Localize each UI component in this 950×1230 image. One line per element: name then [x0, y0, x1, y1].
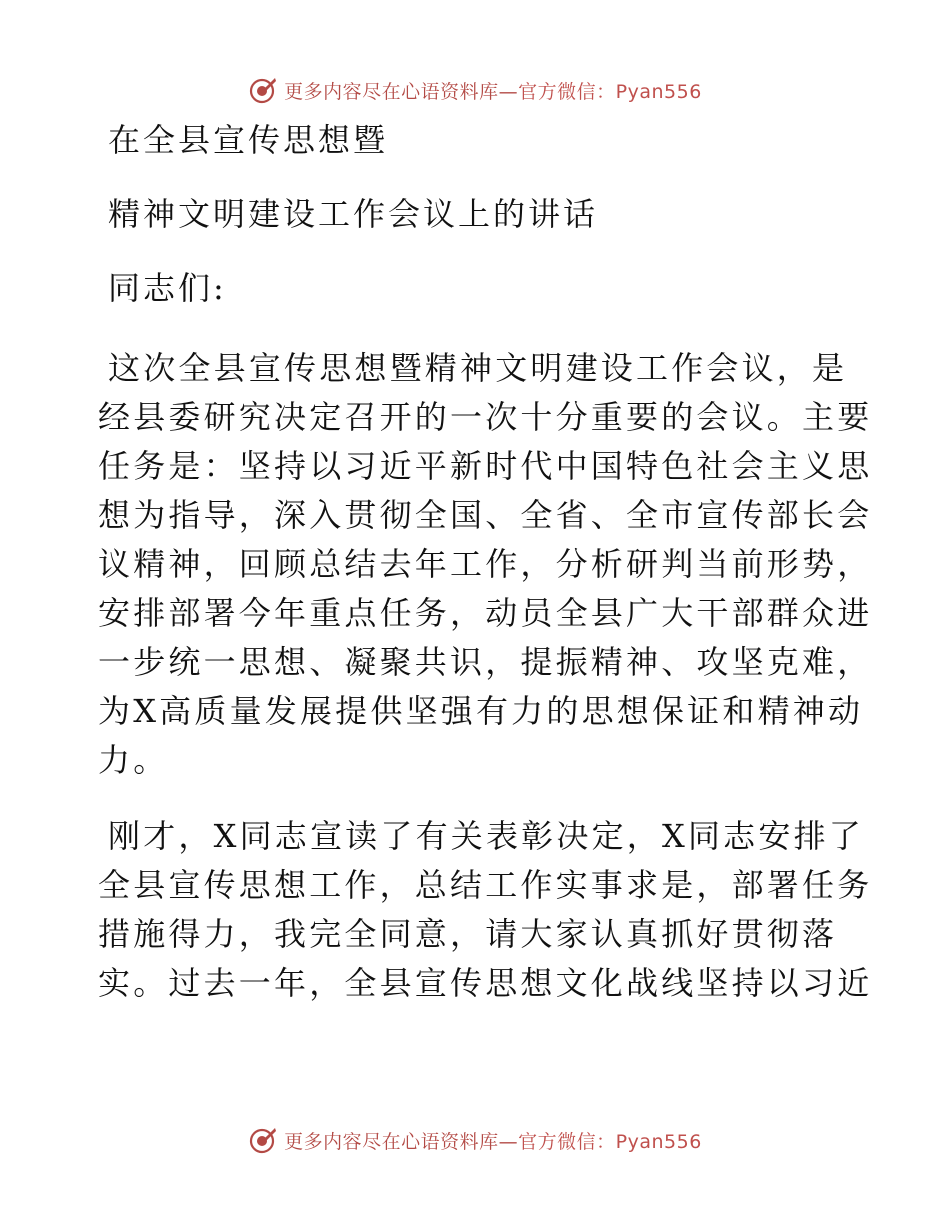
paragraph-line: 想为指导，深入贯彻全国、全省、全市宣传部长会 [98, 496, 873, 534]
paragraph-2 [98, 812, 873, 1008]
paragraph-line: 任务是：坚持以习近平新时代中国特色社会主义思 [98, 447, 873, 485]
watermark-text: 更多内容尽在心语资料库—官方微信：Pyan556 [284, 1130, 702, 1153]
watermark-header [0, 70, 950, 110]
paragraph-line: 为X高质量发展提供坚强有力的思想保证和精神动 [98, 692, 864, 730]
paragraph-1 [98, 344, 873, 785]
watermark-footer [0, 1120, 950, 1160]
document-body [98, 121, 873, 1035]
watermark-wechat: 官方微信：Pyan556 [518, 1130, 702, 1153]
watermark-text: 更多内容尽在心语资料库—官方微信：Pyan556 [284, 80, 702, 103]
paragraph-line: 全县宣传思想工作，总结工作实事求是，部署任务 [98, 866, 873, 904]
paragraph-line: 实。过去一年，全县宣传思想文化战线坚持以习近 [98, 964, 873, 1002]
paragraph-line: 刚才，X同志宣读了有关表彰决定，X同志安排了 [108, 817, 864, 855]
paragraph-line: 这次全县宣传思想暨精神文明建设工作会议，是 [108, 349, 848, 387]
quill-pen-logo-icon [248, 75, 278, 105]
paragraph-line: 一步统一思想、凝聚共识，提振精神、攻坚克难， [98, 643, 873, 681]
paragraph-line: 力。 [98, 741, 169, 779]
salutation: 同志们: [108, 269, 227, 307]
paragraph-line: 安排部署今年重点任务，动员全县广大干部群众进 [98, 594, 873, 632]
document-title-line-1: 在全县宣传思想暨 [108, 121, 389, 159]
paragraph-line: 议精神，回顾总结去年工作，分析研判当前形势， [98, 545, 873, 583]
paragraph-line: 措施得力，我完全同意，请大家认真抓好贯彻落 [98, 915, 838, 953]
paragraph-line: 经县委研究决定召开的一次十分重要的会议。主要 [98, 398, 873, 436]
watermark-wechat: 官方微信：Pyan556 [518, 80, 702, 103]
quill-pen-logo-icon [248, 1125, 278, 1155]
document-title-line-2: 精神文明建设工作会议上的讲话 [108, 195, 599, 233]
